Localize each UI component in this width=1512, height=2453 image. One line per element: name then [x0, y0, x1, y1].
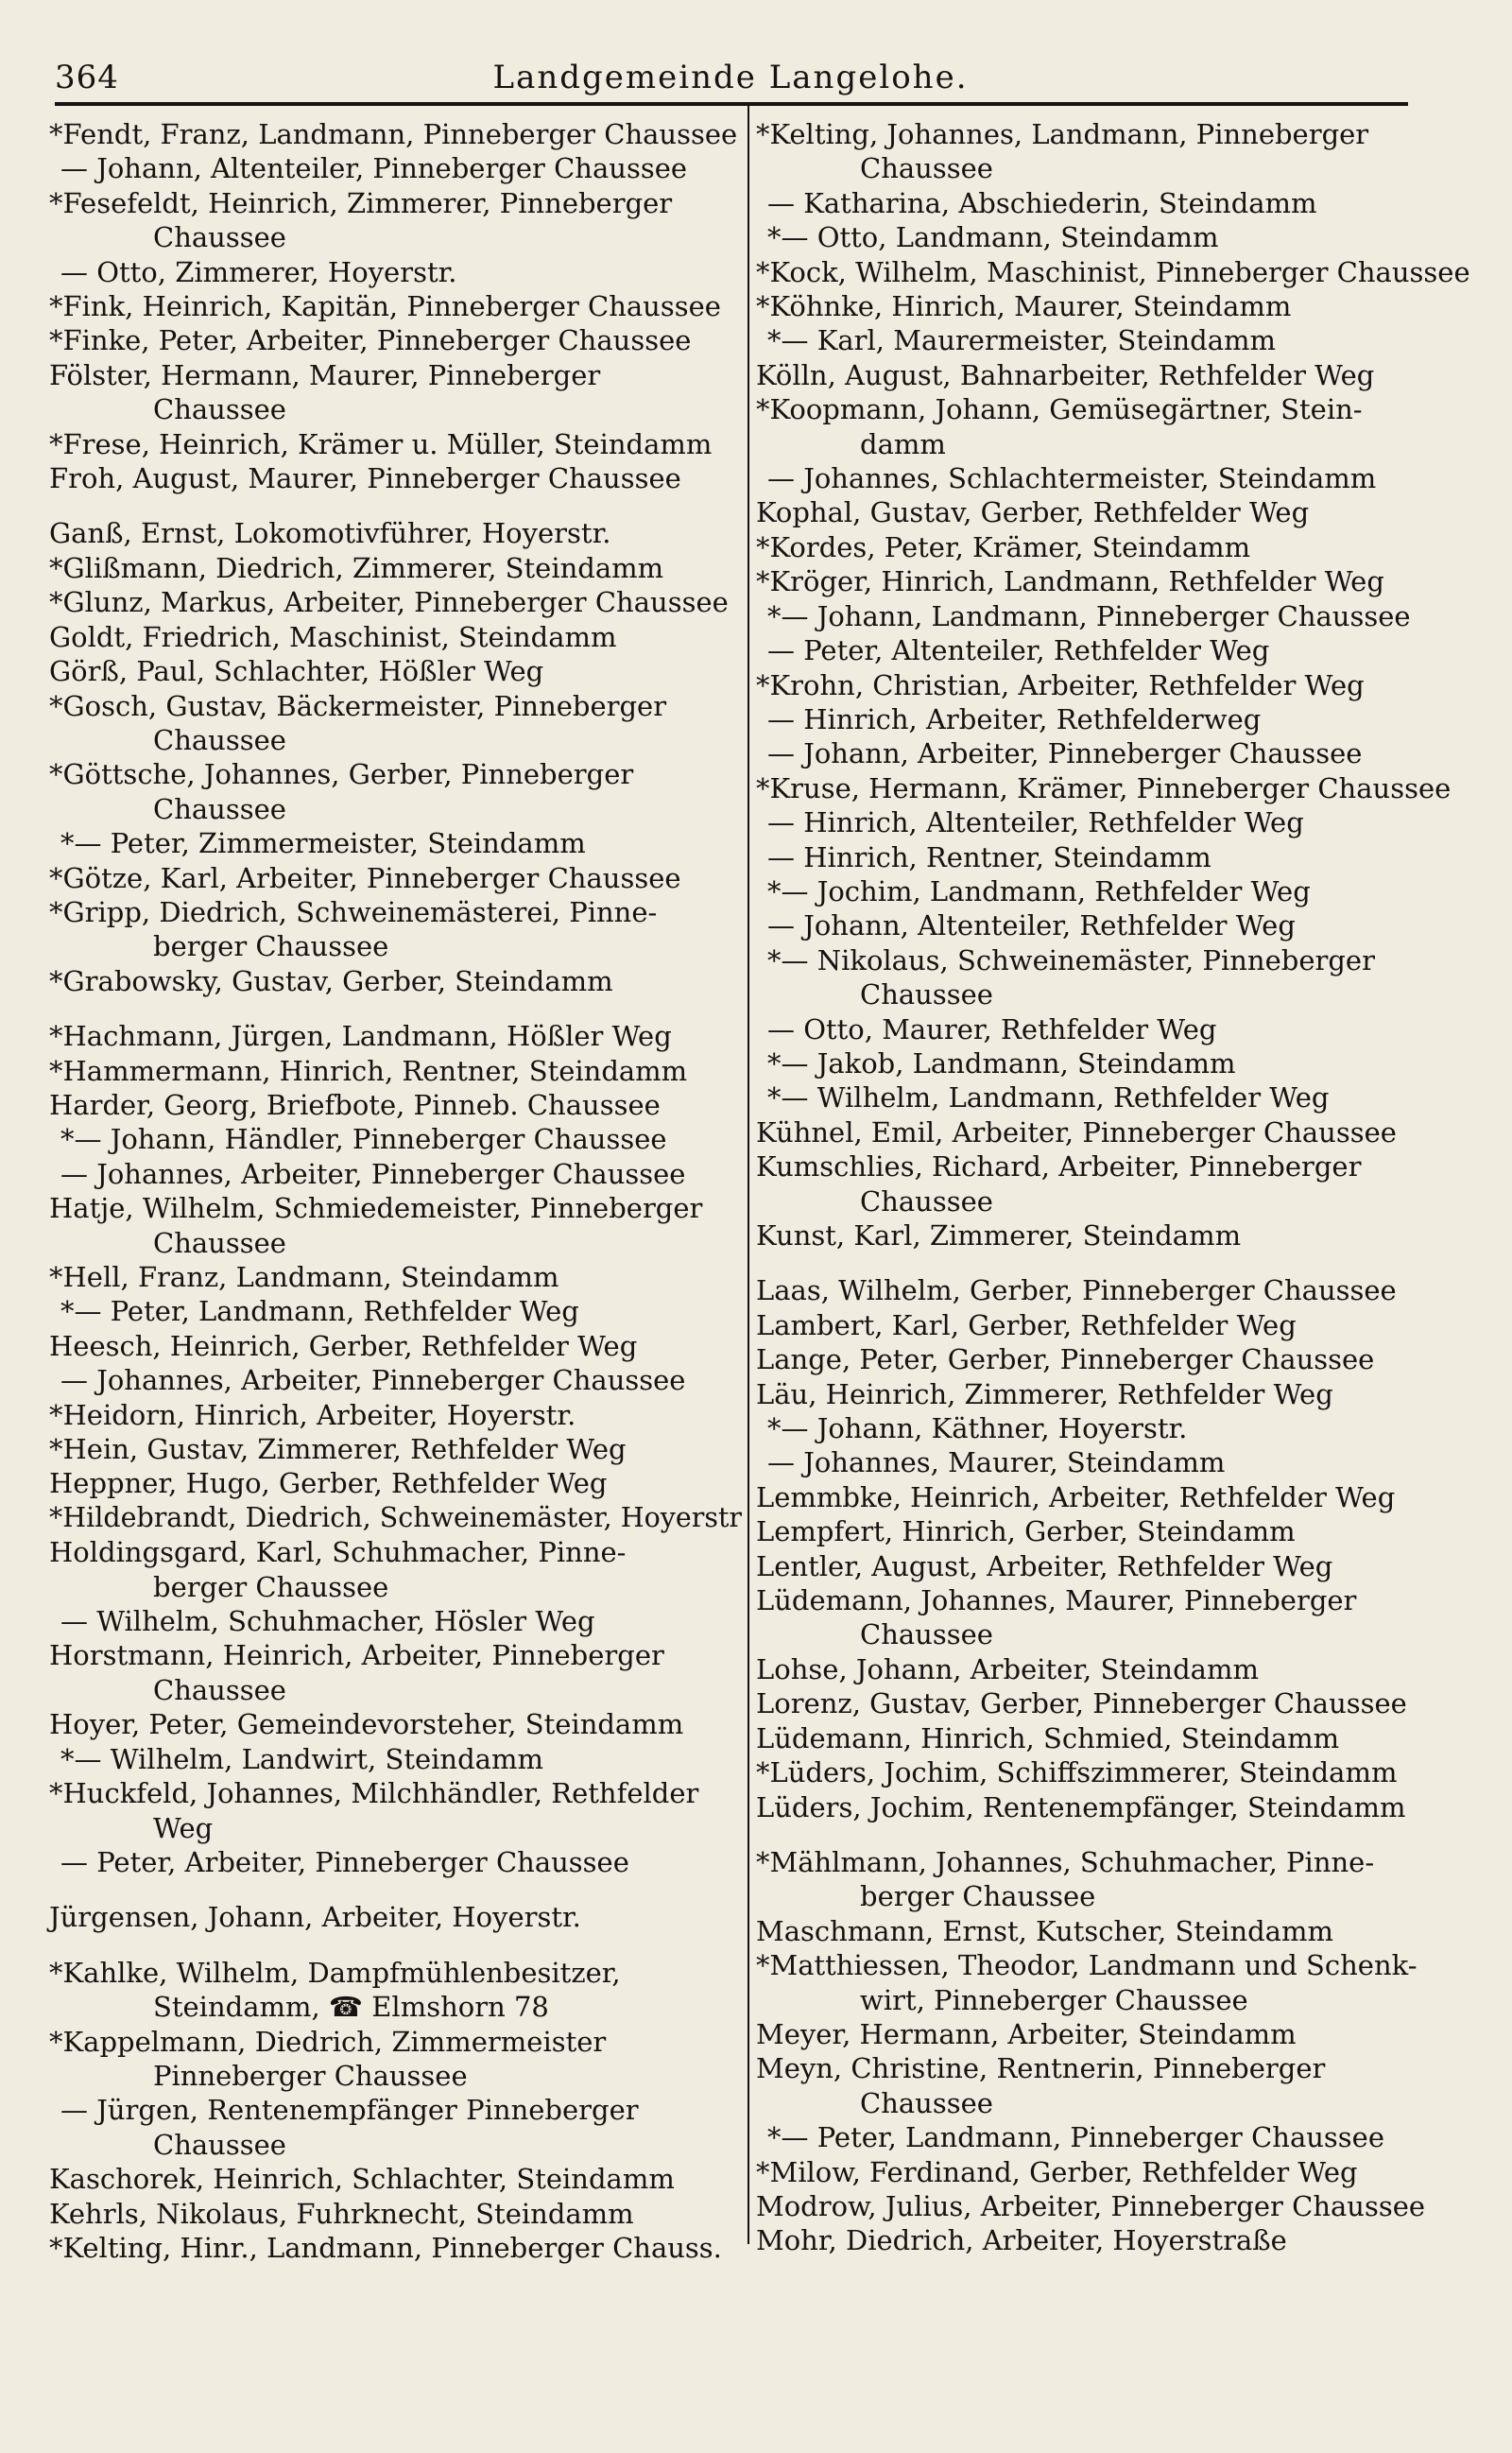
directory-entry: Lentler, August, Arbeiter, Rethfelder Weg — [756, 1549, 1333, 1582]
directory-entry: Hatje, Wilhelm, Schmiedemeister, Pinneberger — [49, 1192, 703, 1225]
directory-entry: *Kruse, Hermann, Krämer, Pinneberger Chaussee — [756, 771, 1452, 804]
directory-entry: Holdingsgard, Karl, Schuhmacher, Pinne- — [49, 1536, 627, 1569]
directory-entry: *Koopmann, Johann, Gemüsegärtner, Stein- — [756, 393, 1363, 426]
header-rule — [55, 102, 1408, 106]
directory-entry: Lüders, Jochim, Rentenempfänger, Steindamm — [756, 1790, 1406, 1823]
directory-entry: *— Johann, Händler, Pinneberger Chaussee — [60, 1123, 667, 1156]
directory-entry: Lohse, Johann, Arbeiter, Steindamm — [756, 1652, 1259, 1685]
directory-entry: Ganß, Ernst, Lokomotivführer, Hoyerstr. — [49, 517, 611, 550]
directory-entry: Hoyer, Peter, Gemeindevorsteher, Steindamm — [49, 1708, 684, 1741]
directory-entry: *Köhnke, Hinrich, Maurer, Steindamm — [756, 290, 1292, 323]
directory-entry: *Kröger, Hinrich, Landmann, Rethfelder Weg — [756, 565, 1384, 598]
directory-entry: Chaussee — [153, 393, 286, 426]
directory-entry: Froh, August, Maurer, Pinneberger Chaussee — [49, 462, 681, 495]
directory-entry: *Hein, Gustav, Zimmerer, Rethfelder Weg — [49, 1433, 627, 1466]
directory-entry: Modrow, Julius, Arbeiter, Pinneberger Chaussee — [756, 2189, 1426, 2222]
directory-entry: — Johann, Altenteiler, Pinneberger Chaussee — [60, 152, 688, 185]
directory-entry: *Gripp, Diedrich, Schweinemästerei, Pinne- — [49, 895, 658, 928]
directory-entry: — Peter, Altenteiler, Rethfelder Weg — [767, 634, 1270, 667]
directory-entry: berger Chaussee — [860, 1880, 1096, 1913]
directory-entry: Lüdemann, Hinrich, Schmied, Steindamm — [756, 1721, 1340, 1754]
directory-entry: Läu, Heinrich, Zimmerer, Rethfelder Weg — [756, 1377, 1333, 1410]
directory-entry: Lorenz, Gustav, Gerber, Pinneberger Chaussee — [756, 1687, 1407, 1720]
directory-entry: Chaussee — [860, 2086, 993, 2119]
directory-entry: *— Peter, Landmann, Pinneberger Chaussee — [767, 2121, 1385, 2154]
directory-entry: *Kelting, Johannes, Landmann, Pinneberger — [756, 118, 1369, 150]
directory-entry: *Gosch, Gustav, Bäckermeister, Pinneberger — [49, 689, 667, 722]
directory-entry: *Göttsche, Johannes, Gerber, Pinneberger — [49, 758, 634, 791]
directory-entry: Weg — [153, 1811, 214, 1844]
directory-entry: *Kock, Wilhelm, Maschinist, Pinneberger Chaussee — [756, 255, 1470, 288]
directory-entry: Heesch, Heinrich, Gerber, Rethfelder Weg — [49, 1329, 638, 1362]
directory-entry: Lempfert, Hinrich, Gerber, Steindamm — [756, 1515, 1296, 1548]
directory-entry: *Heidorn, Hinrich, Arbeiter, Hoyerstr. — [49, 1398, 576, 1431]
directory-entry: — Johann, Altenteiler, Rethfelder Weg — [767, 909, 1296, 942]
directory-entry: Laas, Wilhelm, Gerber, Pinneberger Chaussee — [756, 1274, 1397, 1307]
directory-entry: Harder, Georg, Briefbote, Pinneb. Chaussee — [49, 1088, 661, 1121]
directory-entry: Lemmbke, Heinrich, Arbeiter, Rethfelder Weg — [756, 1480, 1396, 1513]
directory-entry: *Fink, Heinrich, Kapitän, Pinneberger Chaussee — [49, 290, 721, 323]
directory-entry: Lüdemann, Johannes, Maurer, Pinneberger — [756, 1584, 1357, 1617]
directory-entry: — Hinrich, Altenteiler, Rethfelder Weg — [767, 806, 1304, 839]
directory-entry: *— Peter, Zimmermeister, Steindamm — [60, 827, 586, 860]
directory-entry: Chaussee — [153, 2128, 286, 2161]
directory-entry: — Jürgen, Rentenempfänger Pinneberger — [60, 2094, 639, 2127]
page-header — [55, 59, 1406, 108]
directory-entry: Chaussee — [860, 978, 993, 1011]
directory-entry: *Kelting, Hinr., Landmann, Pinneberger Chauss. — [49, 2231, 722, 2264]
directory-entry: Chaussee — [153, 1673, 286, 1706]
directory-entry: *Fendt, Franz, Landmann, Pinneberger Chaussee — [49, 118, 738, 150]
directory-entry: — Katharina, Abschiederin, Steindamm — [767, 186, 1317, 219]
directory-entry: Chaussee — [153, 1226, 286, 1259]
directory-entry: *Glunz, Markus, Arbeiter, Pinneberger Chaussee — [49, 586, 729, 619]
directory-entry: *Grabowsky, Gustav, Gerber, Steindamm — [49, 964, 613, 997]
running-title: Landgemeinde Langelohe. — [492, 59, 969, 96]
page-number: 364 — [55, 59, 119, 96]
directory-entry: *— Karl, Maurermeister, Steindamm — [767, 324, 1277, 357]
directory-entry: Goldt, Friedrich, Maschinist, Steindamm — [49, 620, 617, 653]
directory-entry: Chaussee — [153, 792, 286, 825]
directory-entry: *Kordes, Peter, Krämer, Steindamm — [756, 530, 1251, 563]
directory-entry: — Hinrich, Arbeiter, Rethfelderweg — [767, 702, 1262, 735]
directory-entry: Chaussee — [860, 1184, 993, 1218]
right-column — [756, 117, 1476, 2258]
directory-entry: *Finke, Peter, Arbeiter, Pinneberger Chaussee — [49, 324, 692, 357]
directory-entry: *Hammermann, Hinrich, Rentner, Steindamm — [49, 1054, 688, 1087]
left-column — [49, 117, 753, 2265]
directory-entry: berger Chaussee — [153, 1570, 389, 1603]
directory-entry: Pinneberger Chaussee — [153, 2059, 468, 2092]
directory-entry: — Johann, Arbeiter, Pinneberger Chaussee — [767, 737, 1363, 770]
directory-entry: *Hachmann, Jürgen, Landmann, Hößler Weg — [49, 1020, 672, 1053]
directory-entry: — Johannes, Maurer, Steindamm — [767, 1446, 1226, 1479]
directory-entry: Chaussee — [860, 152, 993, 185]
directory-entry: — Hinrich, Rentner, Steindamm — [767, 840, 1211, 873]
directory-entry: *Frese, Heinrich, Krämer u. Müller, Steindamm — [49, 427, 713, 460]
directory-entry: Chaussee — [153, 221, 286, 254]
directory-entry: — Johannes, Arbeiter, Pinneberger Chaussee — [60, 1364, 686, 1397]
directory-entry: Meyn, Christine, Rentnerin, Pinneberger — [756, 2052, 1326, 2085]
directory-entry: *Götze, Karl, Arbeiter, Pinneberger Chaussee — [49, 861, 681, 894]
directory-entry: Lange, Peter, Gerber, Pinneberger Chaussee — [756, 1343, 1375, 1376]
directory-entry: Maschmann, Ernst, Kutscher, Steindamm — [756, 1914, 1333, 1947]
directory-entry: *— Otto, Landmann, Steindamm — [767, 221, 1219, 254]
directory-entry: *— Wilhelm, Landmann, Rethfelder Weg — [767, 1081, 1330, 1114]
directory-entry: — Peter, Arbeiter, Pinneberger Chaussee — [60, 1845, 629, 1878]
directory-entry: *— Jakob, Landmann, Steindamm — [767, 1046, 1236, 1080]
directory-entry: Kunst, Karl, Zimmerer, Steindamm — [756, 1219, 1242, 1252]
directory-entry: Heppner, Hugo, Gerber, Rethfelder Weg — [49, 1467, 608, 1500]
directory-entry: berger Chaussee — [153, 930, 389, 963]
directory-entry: Kophal, Gustav, Gerber, Rethfelder Weg — [756, 496, 1310, 529]
directory-entry: — Johannes, Schlachtermeister, Steindamm — [767, 462, 1377, 495]
directory-entry: Kaschorek, Heinrich, Schlachter, Steindamm — [49, 2163, 675, 2196]
directory-entry: *— Jochim, Landmann, Rethfelder Weg — [767, 874, 1311, 907]
directory-entry: — Wilhelm, Schuhmacher, Hösler Weg — [60, 1605, 595, 1638]
directory-entry: Chaussee — [153, 723, 286, 756]
directory-entry: *Fesefeldt, Heinrich, Zimmerer, Pinneberger — [49, 186, 673, 219]
directory-entry: Kehrls, Nikolaus, Fuhrknecht, Steindamm — [49, 2197, 634, 2230]
directory-entry: *Kappelmann, Diedrich, Zimmermeister — [49, 2025, 607, 2058]
directory-entry: *Lüders, Jochim, Schiffszimmerer, Steindamm — [756, 1756, 1398, 1789]
directory-entry: Kumschlies, Richard, Arbeiter, Pinneberger — [756, 1150, 1362, 1183]
directory-entry: Horstmann, Heinrich, Arbeiter, Pinneberger — [49, 1639, 664, 1672]
directory-entry: *Krohn, Christian, Arbeiter, Rethfelder Weg — [756, 668, 1365, 701]
directory-entry: Meyer, Hermann, Arbeiter, Steindamm — [756, 2017, 1297, 2050]
directory-entry: damm — [860, 427, 946, 460]
directory-entry: *Glißmann, Diedrich, Zimmerer, Steindamm — [49, 551, 664, 584]
directory-entry: *Kahlke, Wilhelm, Dampfmühlenbesitzer, — [49, 1956, 621, 1989]
directory-entry: Kühnel, Emil, Arbeiter, Pinneberger Chaussee — [756, 1115, 1397, 1149]
directory-entry: *Hell, Franz, Landmann, Steindamm — [49, 1261, 559, 1293]
directory-entry: Kölln, August, Bahnarbeiter, Rethfelder Weg — [756, 358, 1375, 391]
directory-entry: *— Wilhelm, Landwirt, Steindamm — [60, 1742, 543, 1775]
directory-entry: *— Johann, Käthner, Hoyerstr. — [767, 1412, 1188, 1445]
directory-entry: *Milow, Ferdinand, Gerber, Rethfelder Weg — [756, 2155, 1358, 2188]
directory-entry: Chaussee — [860, 1618, 993, 1651]
directory-entry: *— Nikolaus, Schweinemäster, Pinneberger — [767, 943, 1375, 976]
directory-entry: *Matthiessen, Theodor, Landmann und Schenk- — [756, 1949, 1418, 1982]
directory-entry: wirt, Pinneberger Chaussee — [860, 1983, 1248, 2016]
directory-entry: *— Johann, Landmann, Pinneberger Chaussee — [767, 599, 1411, 632]
directory-entry: Mohr, Diedrich, Arbeiter, Hoyerstraße — [756, 2224, 1287, 2257]
directory-entry: Görß, Paul, Schlachter, Hößler Weg — [49, 655, 544, 688]
directory-entry: *— Peter, Landmann, Rethfelder Weg — [60, 1295, 579, 1328]
directory-entry: Lambert, Karl, Gerber, Rethfelder Weg — [756, 1308, 1297, 1341]
directory-entry: Jürgensen, Johann, Arbeiter, Hoyerstr. — [49, 1901, 581, 1934]
directory-entry: — Otto, Maurer, Rethfelder Weg — [767, 1012, 1217, 1045]
directory-entry: *Hildebrandt, Diedrich, Schweinemäster, Hoyerstr — [49, 1501, 743, 1533]
directory-entry: Steindamm, ☎ Elmshorn 78 — [153, 1991, 549, 2024]
directory-entry: — Otto, Zimmerer, Hoyerstr. — [60, 255, 457, 288]
directory-entry: *Mählmann, Johannes, Schuhmacher, Pinne- — [756, 1845, 1375, 1878]
directory-entry: Fölster, Hermann, Maurer, Pinneberger — [49, 358, 601, 391]
directory-entry: *Huckfeld, Johannes, Milchhändler, Rethfelder — [49, 1777, 699, 1810]
directory-entry: — Johannes, Arbeiter, Pinneberger Chaussee — [60, 1157, 686, 1190]
